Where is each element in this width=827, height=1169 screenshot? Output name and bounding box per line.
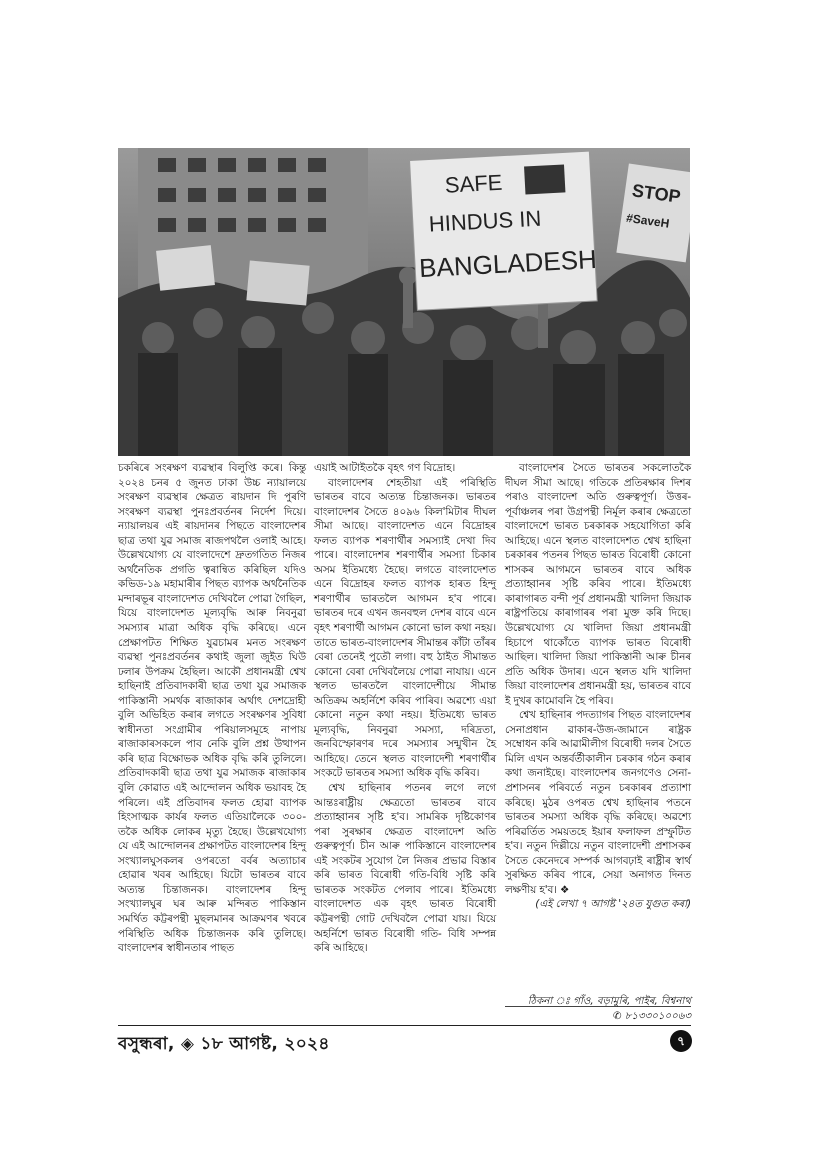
column1-paragraph: চকৰিৰে সংৰক্ষণ ব্যৱস্থাৰ বিলুপ্তি কৰে। কিন্তু ২০২৪ চনৰ ৫ জুনত ঢাকা উচ্চ ন্যায়ালয়ে সংৰক্ষণ ব্যৱস্থাৰ ক্ষেত্ৰত ৰায়দান দি পুৰণি সংৰক্ষণ ব্যৱস্থা পুনঃপ্ৰবৰ্তনৰ নিৰ্দেশ দিয়ে। ন্যায়ালয়ৰ এই ৰায়দানৰ পিছতে বাংলাদেশৰ ছাত্ৰ তথা যুৱ সমাজ ৰাজপথলৈ ওলাই আহে। উল্লেখযোগ্য যে বাংলাদেশে দ্ৰুতগতিত নিজৰ অৰ্থনৈতিক প্ৰগতি ত্বৰান্বিত কৰিছিল যদিও কভিড-১৯ মহামাৰীৰ পিছত ব্যাপক অৰ্থনৈতিক মন্দাৰভূৰ বাংলাদেশত দেখিবলৈ পোৱা গৈছিল, যিয়ে বাংলাদেশত মূল্যবৃদ্ধি আৰু নিবনুৱা সমস্যাৰ মাত্ৰা অধিক বৃদ্ধি কৰিছে। এনে প্ৰেক্ষাপটত শিক্ষিত যুৱচামৰ মনত সংৰক্ষণ ব্যৱস্থা পুনঃপ্ৰবৰ্তনৰ কথাই জুলা জুইত ঘিউ ঢলাৰ উপক্ৰম হৈছিল। আকৌ প্ৰধানমন্ত্ৰী শ্বেখ হাছিনাই প্ৰতিবাদকাৰী ছাত্ৰ তথা যুৱ সমাজক পাকিস্তানী সমৰ্থক ৰাজাকাৰ অৰ্থাৎ দেশদ্ৰোহী বুলি অভিহিত কৰাৰ লগতে সংৰক্ষণৰ সুবিধা স্বাধীনতা সংগ্ৰামীৰ পৰিয়ালসমূহে নাপায় ৰাজাকাৰসকলে পাব নেকি বুলি প্ৰশ্ন উত্থাপন কৰি ছাত্ৰ বিক্ষোভক অধিক বৃদ্ধি কৰি তুলিলে। প্ৰতিবাদকাৰী ছাত্ৰ তথা যুৱ সমাজক ৰাজাকাৰ বুলি কোৱাত এই আন্দোলন অধিক ভয়াবহ হৈ পৰিলে। এই প্ৰতিবাদৰ ফলত হোৱা ব্যাপক হিংসাত্মক কাৰ্যৰ ফলত এতিয়ালৈকে ৩০০-তকৈ অধিক লোকৰ মৃত্যু হৈছে। উল্লেখযোগ্য যে এই আন্দোলনৰ প্ৰক্ষাপটত বাংলাদেশৰ হিন্দু সংখ্যালঘুসকলৰ ওপৰতো বৰ্বৰ অত্যাচাৰ হোৱাৰ খবৰ আহিছে। যিটো ভাৰতৰ বাবে অত্যন্ত চিন্তাজনক। বাংলাদেশৰ হিন্দু সংখ্যালঘুৰ ঘৰ আৰু মন্দিৰত পাকিস্তান সমৰ্থিত কট্টৰপন্থী মুছলমানৰ আক্ৰমণৰ খবৰে পৰিস্থিতি অধিক চিন্তাজনক কৰি তুলিছে। বাংলাদেশৰ স্বাধীনতাৰ পাছত: [118, 462, 306, 955]
protest-photo: [118, 148, 690, 456]
article-column-3: [505, 461, 691, 912]
column3-paragraph-1: বাংলাদেশৰ সৈতে ভাৰতৰ সকলোতকৈ দীঘল সীমা আছে। গতিকে প্ৰতিৰক্ষাৰ দিশৰ পৰাও বাংলাদেশ অতি গুৰুত্বপূৰ্ণ। উত্তৰ-পূৰ্বাঞ্চলৰ পৰা উগ্ৰপন্থী নিৰ্মূল কৰাৰ ক্ষেত্ৰতো বাংলাদেশে ভাৰত চৰকাৰক সহযোগিতা কৰি আহিছে। এনে স্থলত বাংলাদেশত শ্বেখ হাছিনা চৰকাৰৰ পতনৰ পিছত ভাৰত বিৰোধী কোনো শাসকৰ আগমনে ভাৰতৰ বাবে অধিক প্ৰত্যাহ্বানৰ সৃষ্টি কৰিব পাৰে। ইতিমধ্যে কাৰাগাৰত বন্দী পূৰ্ব প্ৰধানমন্ত্ৰী খালিদা জিয়াক ৰাষ্ট্ৰপতিয়ে কাৰাগাৰৰ পৰা মুক্ত কৰি দিছে। উল্লেখযোগ্য যে খালিদা জিয়া প্ৰধানমন্ত্ৰী হিচাপে থাকোঁতে ব্যাপক ভাৰত বিৰোধী আছিল। খালিদা জিয়া পাকিস্তানী আৰু চীনৰ প্ৰতি অধিক উদাৰ। এনে স্থলত যদি খালিদা জিয়া বাংলাদেশৰ প্ৰধানমন্ত্ৰী হয়, ভাৰতৰ বাবে ই দুখৰ কামোবনি হৈ পৰিব।: [505, 462, 691, 707]
author-address: ঠিকনা ঃ গাঁও, বড়ামুৰি, পাইৰ, বিশ্বনাথ: [527, 996, 691, 1007]
right-placard: [616, 164, 690, 263]
main-placard: [410, 151, 599, 310]
placard-line-3: BANGLADESH: [418, 243, 598, 284]
protest-photo-illustration: [118, 148, 690, 456]
article-column-2: [314, 461, 496, 956]
placard-line-1: SAFE: [444, 169, 503, 198]
footer-rule: [118, 1025, 691, 1026]
article-column-1: [118, 461, 306, 956]
column3-paragraph-2: শ্বেখ হাছিনাৰ পদত্যাগৰ পিছত বাংলাদেশৰ সেনাপ্ৰধান ৱাকাৰ-উজ-জামানে ৰাষ্ট্ৰক সম্বোধন কৰি আৱামীলীগ বিৰোধী দলৰ সৈতে মিলি এখন অন্তৰ্বৰ্তীকালীন চৰকাৰ গঠন কৰাৰ কথা জনাইছে। বাংলাদেশৰ জনগণেও সেনা-প্ৰশাসনৰ পৰিবৰ্তে নতুন চৰকাৰৰ প্ৰত্যাশা কৰিছে। মুঠৰ ওপৰত শ্বেখ হাছিনাৰ পতনে ভাৰতৰ সমস্যা অধিক বৃদ্ধি কৰিছে। অৱশ্যে পৰিৱৰ্তিত সময়তহে ইয়াৰ ফলাফল প্ৰস্ফুটিত হ'ব। নতুন দিল্লীয়ে নতুন বাংলাদেশী প্ৰশাসকৰ সৈতে কেনেদৰে সম্পৰ্ক আগবঢ়াই ৰাষ্ট্ৰীৰ স্বাৰ্থ সুৰক্ষিত কৰিব পাৰে, সেয়া অনাগত দিনত লক্ষণীয় হ'ব। ❖: [505, 709, 691, 896]
column2-paragraph-3: শ্বেখ হাছিনাৰ পতনৰ লগে লগে আন্তঃৰাষ্ট্ৰীয় ক্ষেত্ৰতো ভাৰতৰ বাবে প্ৰত্যাহ্বানৰ সৃষ্টি হ'ব। সামৰিক দৃষ্টিকোণৰ পৰা সুৰক্ষাৰ ক্ষেত্ৰত বাংলাদেশ অতি গুৰুত্বপূৰ্ণ। চীন আৰু পাকিস্তানে বাংলাদেশৰ এই সংকটৰ সুযোগ লৈ নিজৰ প্ৰভাৱ বিস্তাৰ কৰি ভাৰত বিৰোধী গতি-বিধি সৃষ্টি কৰি ভাৰতক সংকটত পেলাব পাৰে। ইতিমধ্যে বাংলাদেশত এক বৃহৎ ভাৰত বিৰোধী কট্টৰপন্থী গোট দেখিবলৈ পোৱা যায়। যিয়ে অহৰ্নিশে ভাৰত বিৰোধী গতি- বিধি সম্পন্ন কৰি আহিছে।: [314, 782, 496, 955]
right-placard-line-1: STOP: [630, 180, 682, 207]
placard-line-2: HINDUS IN: [428, 205, 542, 237]
magazine-footer-title: বসুন্ধৰা, ◈ ১৮ আগষ্ট, ২০২৪: [118, 1034, 330, 1054]
page-number: ৭: [670, 1030, 692, 1052]
right-placard-line-2: #SaveH: [625, 210, 671, 231]
author-phone: ✆ ৮১৩৩০১০০৬৩: [613, 1011, 691, 1022]
column2-paragraph-1: এয়াই আটাইতকৈ বৃহৎ গণ বিদ্ৰোহ।: [314, 462, 456, 474]
writing-date-note: (এই লেখা ৭ আগষ্ট '২৪ত যুগুত কৰা): [535, 898, 691, 911]
column2-paragraph-2: বাংলাদেশৰ শেহতীয়া এই পৰিস্থিতি ভাৰতৰ বাবে অত্যন্ত চিন্তাজনক। ভাৰতৰ বাংলাদেশৰ সৈতে ৪০৯৬ কিল'মিটাৰ দীঘল সীমা আছে। বাংলাদেশত এনে বিদ্ৰোহৰ ফলত ব্যাপক শৰণাৰ্থীৰ সমস্যাই দেখা দিব পাৰে। বাংলাদেশৰ শৰণাৰ্থীৰ সমস্যা চিকাৰ অসম ইতিমধ্যে হৈছে। লগতে বাংলাদেশত এনে বিদ্ৰোহৰ ফলত ব্যাপক হাৰত হিন্দু শৰণাৰ্থীৰ ভাৰতলৈ আগমন হ'ব পাৰে। ভাৰতৰ দৰে এখন জনবহুল দেশৰ বাবে এনে বৃহৎ শৰণাৰ্থী আগমন কোনো ভাল কথা নহয়। তাতে ভাৰত-বাংলাদেশৰ সীমান্তৰ কাঁটা তাঁৰৰ বেৰা তেনেই পুতৌ লগা। বহু ঠাইত সীমান্তত কোনো বেৰা দেখিবলৈয়ে পোৱা নাযায়। এনে স্থলত ভাৰতলৈ বাংলাদেশীয়ে সীমান্ত অতিক্ৰম অহৰ্নিশে কৰিব পাৰিব। অৱশ্যে এয়া কোনো নতুন কথা নহয়। ইতিমধ্যে ভাৰত মূল্যবৃদ্ধি, নিবনুৱা সমস্যা, দৰিদ্ৰতা, জনবিস্ফোৰণৰ দৰে সমস্যাৰ সন্মুখীন হৈ আহিছে। তেনে স্থলত বাংলাদেশী শৰণাৰ্থীৰ সংকটে ভাৰতৰ সমস্যা অধিক বৃদ্ধি কৰিব।: [314, 476, 496, 780]
